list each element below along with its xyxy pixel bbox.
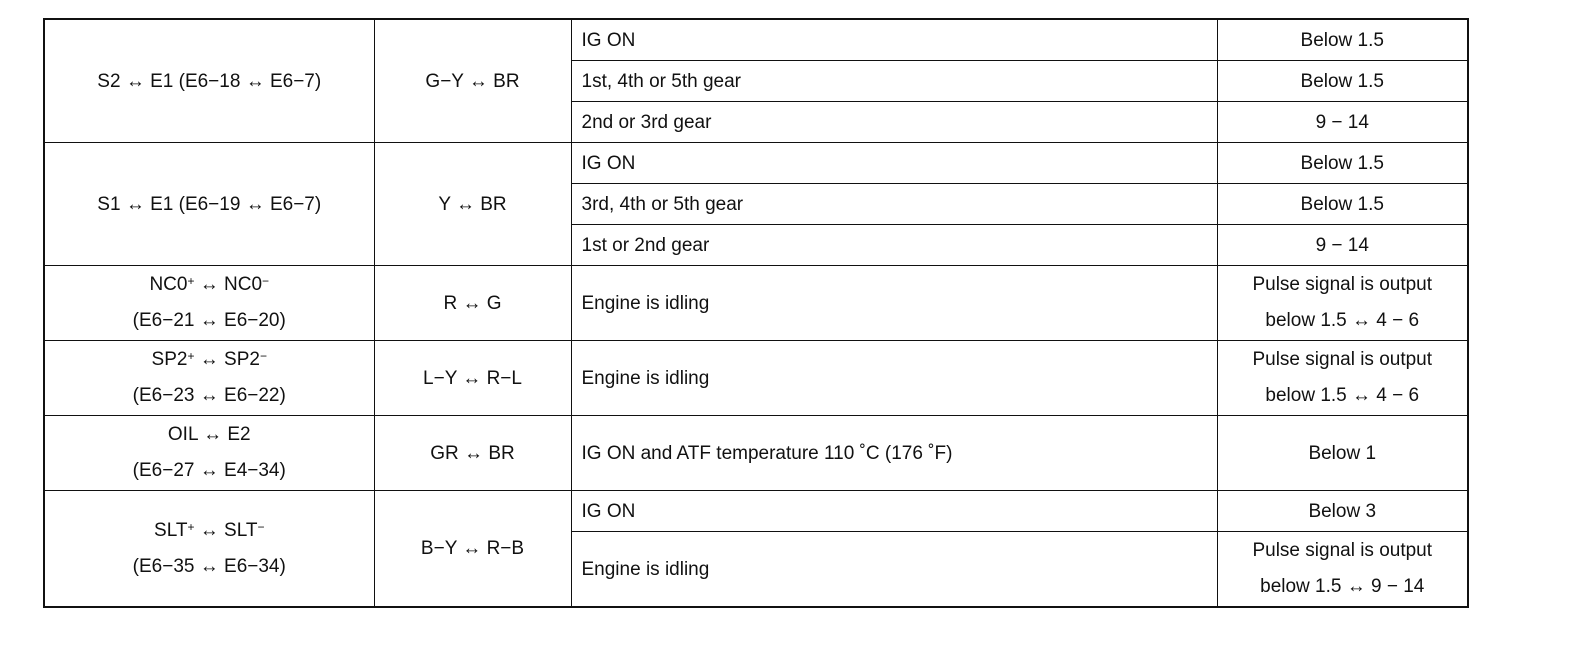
wiring-color-cell: GR ↔ BR [374, 416, 571, 491]
terminal-cell: S1 ↔ E1 (E6−19 ↔ E6−7) [44, 143, 374, 266]
terminal-b: NC0 [224, 274, 263, 295]
spec-cell [1217, 266, 1468, 341]
spec-cell: Below 1.5 [1217, 61, 1468, 102]
terminal-b-polarity: − [257, 519, 265, 534]
spec-cell: 9 − 14 [1217, 102, 1468, 143]
table-row [44, 143, 1468, 184]
spec-cell: Below 1.5 [1217, 184, 1468, 225]
terminal-cell: S2 ↔ E1 (E6−18 ↔ E6−7) [44, 19, 374, 143]
condition-cell: 1st or 2nd gear [571, 225, 1217, 266]
condition-cell: IG ON [571, 19, 1217, 61]
terminal-cell [44, 491, 374, 608]
wiring-color-cell: Y ↔ BR [374, 143, 571, 266]
terminal-names [45, 267, 374, 303]
spec-cell: Below 1 [1217, 416, 1468, 491]
table-row [44, 341, 1468, 416]
wiring-color-cell: B−Y ↔ R−B [374, 491, 571, 608]
terminal-a: NC0 [149, 274, 188, 295]
condition-cell: 1st, 4th or 5th gear [571, 61, 1217, 102]
spec-line: Pulse signal is output [1252, 274, 1433, 295]
terminal-a-polarity: + [187, 274, 195, 288]
condition-cell: IG ON and ATF temperature 110 ˚C (176 ˚F) [571, 416, 1217, 491]
terminal-a-polarity: + [187, 519, 195, 534]
spec-cell: 9 − 14 [1217, 225, 1468, 266]
wiring-color-cell: R ↔ G [374, 266, 571, 341]
condition-cell: Engine is idling [571, 532, 1217, 608]
terminal-names: OIL ↔ E2 [167, 424, 251, 445]
condition-cell: 3rd, 4th or 5th gear [571, 184, 1217, 225]
terminal-names [45, 513, 374, 549]
condition-cell: IG ON [571, 491, 1217, 532]
terminal-cell [44, 266, 374, 341]
condition-cell: Engine is idling [571, 266, 1217, 341]
terminal-pins: (E6−27 ↔ E4−34) [132, 460, 286, 481]
condition-cell: Engine is idling [571, 341, 1217, 416]
arrow-icon: ↔ [199, 519, 219, 541]
terminal-pins: (E6−35 ↔ E6−34) [132, 555, 286, 577]
arrow-icon: ↔ [199, 274, 219, 295]
condition-cell: 2nd or 3rd gear [571, 102, 1217, 143]
table-row [44, 416, 1468, 491]
spec-line: below 1.5 ↔ 4 − 6 [1265, 385, 1420, 406]
terminal-cell [44, 416, 374, 491]
terminal-inspection-table [43, 18, 1469, 608]
terminal-b: SLT [224, 519, 258, 541]
terminal-b: SP2 [224, 349, 260, 370]
terminal-pins: (E6−21 ↔ E6−20) [132, 310, 286, 331]
spec-line: below 1.5 ↔ 4 − 6 [1265, 310, 1420, 331]
arrow-icon: ↔ [199, 349, 219, 370]
terminal-names [45, 342, 374, 378]
wiring-color-cell: G−Y ↔ BR [374, 19, 571, 143]
table-row [44, 266, 1468, 341]
spec-cell: Below 1.5 [1217, 143, 1468, 184]
terminal-cell [44, 341, 374, 416]
spec-cell: Below 1.5 [1217, 19, 1468, 61]
table-row [44, 19, 1468, 61]
terminal-a: SP2 [151, 349, 188, 370]
terminal-b-polarity: − [259, 349, 267, 363]
spec-cell [1217, 532, 1468, 608]
wiring-color-cell: L−Y ↔ R−L [374, 341, 571, 416]
spec-line: below 1.5 ↔ 9 − 14 [1260, 576, 1425, 597]
terminal-a-polarity: + [187, 349, 195, 363]
table-row [44, 491, 1468, 532]
terminal-b-polarity: − [262, 274, 270, 288]
condition-cell: IG ON [571, 143, 1217, 184]
spec-cell [1217, 341, 1468, 416]
spec-line: Pulse signal is output [1252, 540, 1433, 561]
spec-cell: Below 3 [1217, 491, 1468, 532]
terminal-pins: (E6−23 ↔ E6−22) [132, 385, 286, 406]
spec-line: Pulse signal is output [1252, 349, 1433, 370]
terminal-a: SLT [154, 519, 188, 541]
